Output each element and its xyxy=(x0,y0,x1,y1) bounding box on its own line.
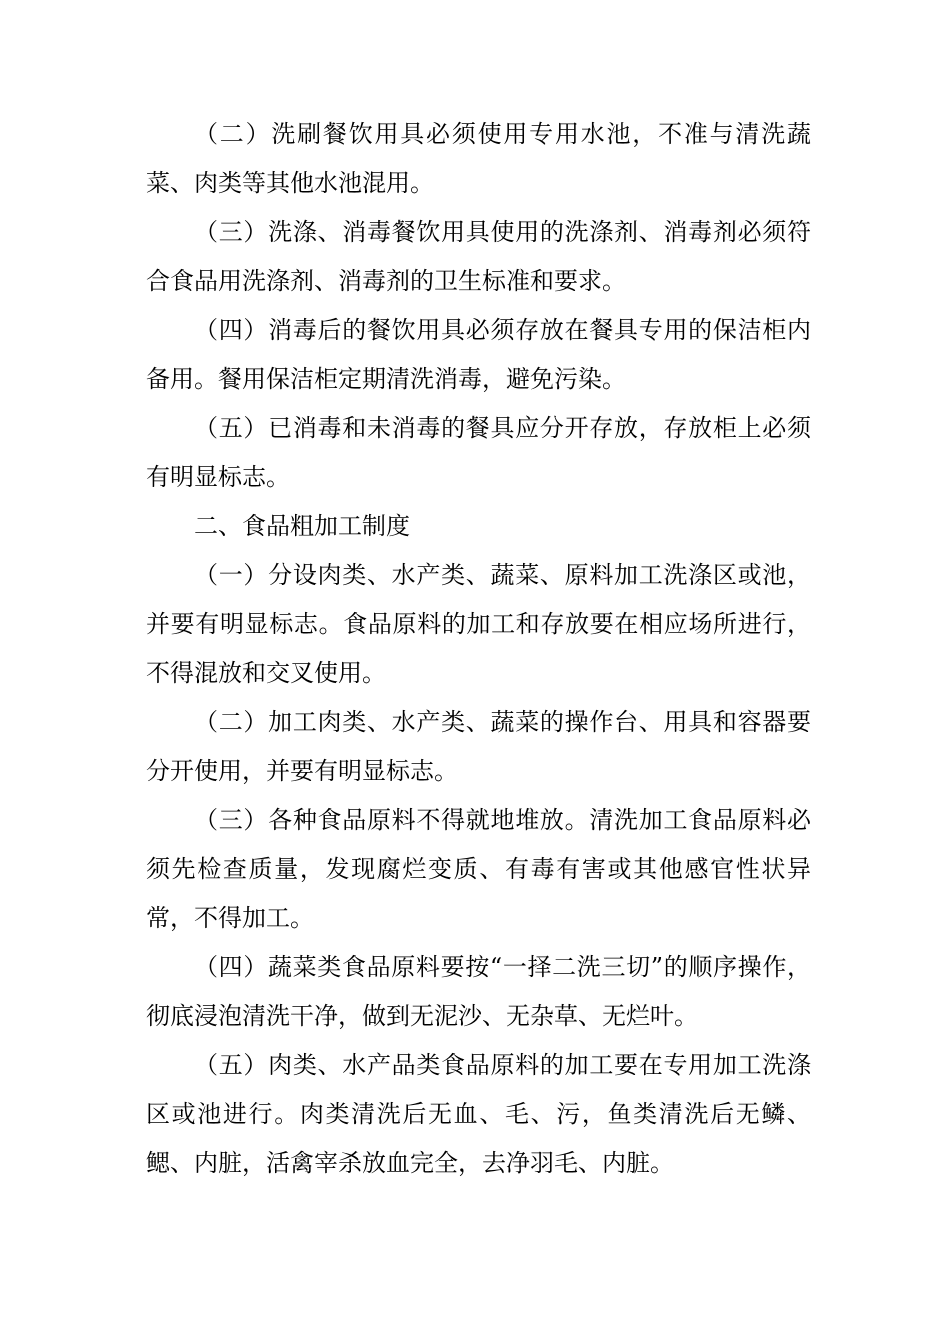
paragraph-meat-processing: （五）肉类、水产品类食品原料的加工要在专用加工洗涤区或池进行。肉类清洗后无血、毛、污，鱼类清洗后无鳞、鳃、内脏，活禽宰杀放血完全，去净羽毛、内脏。 xyxy=(146,1051,811,1177)
paragraph-quality-inspection: （三）各种食品原料不得就地堆放。清洗加工食品原料必须先检查质量，发现腐烂变质、有毒有害或其他感官性状异常，不得加工。 xyxy=(146,806,811,932)
section-heading-rough-processing: 二、食品粗加工制度 xyxy=(194,512,410,540)
paragraph-separate-storage: （五）已消毒和未消毒的餐具应分开存放，存放柜上必须有明显标志。 xyxy=(146,414,811,491)
paragraph-separate-tools: （二）加工肉类、水产类、蔬菜的操作台、用具和容器要分开使用，并要有明显标志。 xyxy=(146,708,811,785)
document-body xyxy=(146,110,811,1188)
paragraph-detergent-standard: （三）洗涤、消毒餐饮用具使用的洗涤剂、消毒剂必须符合食品用洗涤剂、消毒剂的卫生标准和要求。 xyxy=(146,218,811,295)
paragraph-processing-areas: （一）分设肉类、水产类、蔬菜、原料加工洗涤区或池，并要有明显标志。食品原料的加工和存放要在相应场所进行，不得混放和交叉使用。 xyxy=(146,561,811,687)
paragraph-dishwashing-sink: （二）洗刷餐饮用具必须使用专用水池，不准与清洗蔬菜、肉类等其他水池混用。 xyxy=(146,120,811,197)
paragraph-cleaning-cabinet: （四）消毒后的餐饮用具必须存放在餐具专用的保洁柜内备用。餐用保洁柜定期清洗消毒，避免污染。 xyxy=(146,316,811,393)
paragraph-vegetable-processing: （四）蔬菜类食品原料要按“一择二洗三切”的顺序操作，彻底浸泡清洗干净，做到无泥沙、无杂草、无烂叶。 xyxy=(146,953,811,1030)
